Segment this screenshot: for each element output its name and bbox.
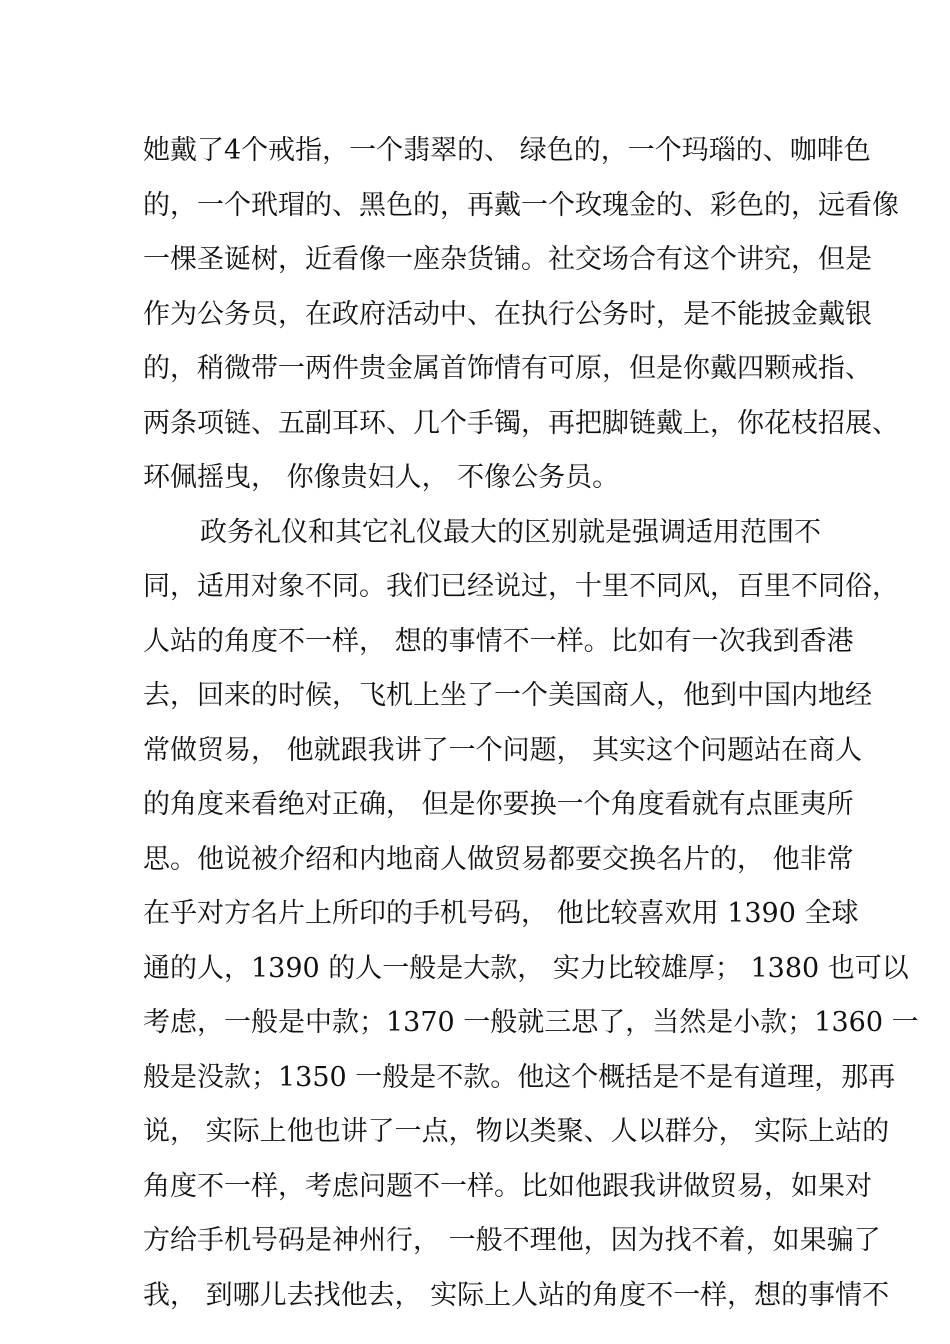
text-line: 说， 实际上他也讲了一点，物以类聚、人以群分， 实际上站的 [143, 1116, 890, 1147]
text-line: 作为公务员，在政府活动中、在执行公务时，是不能披金戴银 [143, 298, 872, 330]
text-line: 环佩摇曳， 你像贵妇人， 不像公务员。 [143, 462, 620, 493]
text-line: 去，回来的时候，飞机上坐了一个美国商人，他到中国内地经 [143, 680, 872, 711]
text-line: 同，适用对象不同。我们已经说过，十里不同风，百里不同俗， [143, 571, 899, 602]
text-line: 角度不一样，考虑问题不一样。比如他跟我讲做贸易，如果对 [143, 1170, 872, 1202]
text-line: 的角度来看绝对正确， 但是你要换一个角度看就有点匪夷所 [143, 789, 854, 820]
text-line: 思。他说被介绍和内地商人做贸易都要交换名片的， 他非常 [143, 843, 854, 875]
text-line: 两条项链、五副耳环、几个手镯，再把脚链戴上，你花枝招展、 [143, 407, 899, 439]
text-line: 考虑，一般是中款；1370 一般就三思了，当然是小款；1360 一 [143, 1007, 919, 1038]
text-line: 的，一个玳瑁的、黑色的，再戴一个玫瑰金的、彩色的，远看像 [143, 189, 899, 221]
text-line: 常做贸易， 他就跟我讲了一个问题， 其实这个问题站在商人 [143, 734, 863, 766]
text-line: 通的人，1390 的人一般是大款， 实力比较雄厚； 1380 也可以 [143, 952, 909, 984]
text-line: 在乎对方名片上所印的手机号码， 他比较喜欢用 1390 全球 [143, 898, 859, 929]
text-line: 的，稍微带一两件贵金属首饰情有可原，但是你戴四颗戒指、 [143, 353, 872, 384]
text-line: 她戴了4个戒指，一个翡翠的、 绿色的，一个玛瑙的、咖啡色 [143, 135, 871, 166]
text-line: 方给手机号码是神州行， 一般不理他，因为找不着，如果骗了 [143, 1225, 881, 1256]
text-line: 我， 到哪儿去找他去， 实际上人站的角度不一样，想的事情不 [143, 1279, 890, 1311]
text-line: 般是没款；1350 一般是不款。他这个概括是不是有道理，那再 [143, 1061, 896, 1093]
body-text [143, 124, 919, 1323]
text-line: 人站的角度不一样， 想的事情不一样。比如有一次我到香港 [143, 625, 854, 657]
paragraph-first-line: 政务礼仪和其它礼仪最大的区别就是强调适用范围不 [200, 516, 821, 548]
text-line: 一棵圣诞树，近看像一座杂货铺。社交场合有这个讲究，但是 [143, 244, 872, 275]
